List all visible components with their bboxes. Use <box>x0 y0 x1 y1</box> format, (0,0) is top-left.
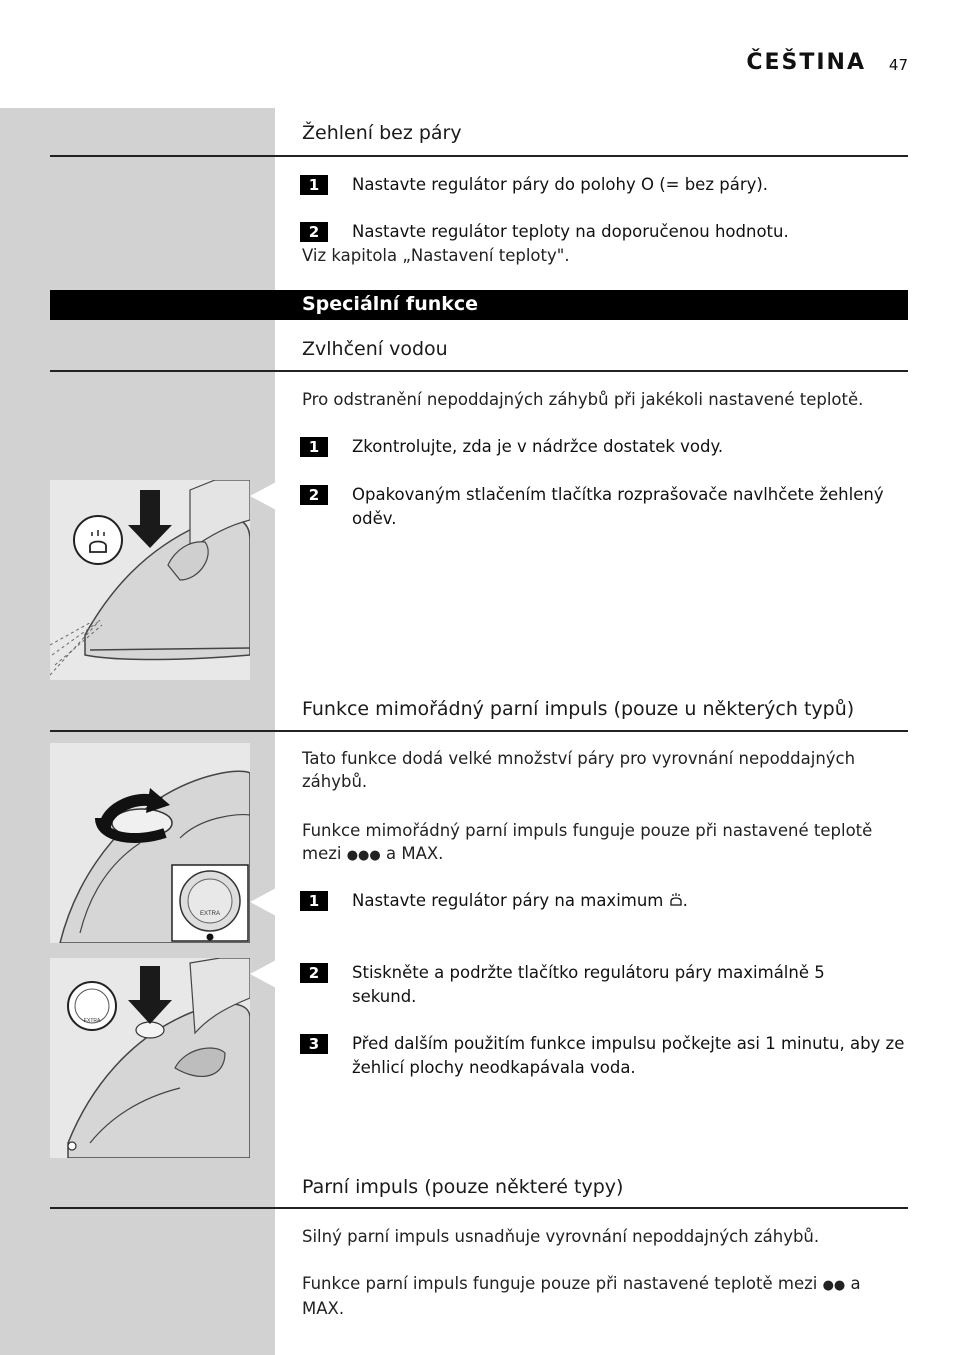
chapter-bar <box>50 290 908 320</box>
step-note: Viz kapitola „Nastavení teploty". <box>302 246 570 265</box>
dial-label: EXTRA <box>83 1018 101 1024</box>
step-item <box>300 435 906 459</box>
illustration-pointer <box>250 888 276 916</box>
section-title-shot-of-steam: Parní impuls (pouze některé typy) <box>302 1176 624 1198</box>
section-intro: Pro odstranění nepoddajných záhybů při jakékoli nastavené teplotě. <box>302 390 864 409</box>
step-text: Opakovaným stlačením tlačítka rozprašovače navlhčete žehlený oděv. <box>352 485 884 528</box>
step-text: Nastavte regulátor páry na maximum . <box>352 891 688 910</box>
illustration-pointer <box>250 482 276 510</box>
step-item <box>300 1032 906 1080</box>
steam-dial-illustration <box>50 743 250 943</box>
condition-text: Funkce mimořádný parní impuls funguje pouze při nastavené teplotě mezi <box>302 821 873 863</box>
step-number: 1 <box>300 437 328 457</box>
step-text: Nastavte regulátor teploty na doporučenou hodnotu. <box>352 222 789 241</box>
section-condition <box>302 819 902 867</box>
section-title-super-shot: Funkce mimořádný parní impuls (pouze u některých typů) <box>302 698 855 720</box>
condition-text-end: a MAX. <box>302 1274 861 1318</box>
section-rule <box>50 730 908 732</box>
temperature-dots-icon: ●● <box>822 1278 846 1293</box>
section-rule <box>50 155 908 157</box>
step-number: 3 <box>300 1034 328 1054</box>
condition-text: Funkce parní impuls funguje pouze při nastavené teplotě mezi <box>302 1274 823 1293</box>
section-intro: Tato funkce dodá velké množství páry pro vyrovnání nepoddajných záhybů. <box>302 749 856 791</box>
language-heading: ČEŠTINA <box>746 50 866 75</box>
step-item <box>300 889 906 913</box>
step-number: 2 <box>300 222 328 242</box>
section-condition <box>302 1272 892 1320</box>
step-item <box>300 483 906 531</box>
section-intro: Silný parní impuls usnadňuje vyrovnání nepoddajných záhybů. <box>302 1227 820 1246</box>
dial-label: EXTRA <box>199 911 221 917</box>
iron-spray-drawing <box>50 480 250 680</box>
spray-illustration <box>50 480 250 680</box>
step-number: 2 <box>300 485 328 505</box>
temperature-dots-icon: ●●● <box>346 848 381 863</box>
section-title-ironing-without-steam: Žehlení bez páry <box>302 122 462 144</box>
condition-text-end: a MAX. <box>380 844 444 863</box>
step-item <box>300 220 906 244</box>
page-number: 47 <box>888 56 908 74</box>
section-rule <box>50 370 908 372</box>
step-number: 1 <box>300 175 328 195</box>
chapter-title: Speciální funkce <box>302 293 479 315</box>
iron-press-drawing <box>50 958 250 1158</box>
illustration-pointer <box>250 960 276 988</box>
step-item <box>300 961 906 1009</box>
steam-max-icon <box>669 891 683 910</box>
step-number: 1 <box>300 891 328 911</box>
section-title-spray: Zvlhčení vodou <box>302 338 448 360</box>
step-item <box>300 173 906 197</box>
step-text: Před dalším použitím funkce impulsu počkejte asi 1 minutu, aby ze žehlicí plochy neodkapávala voda. <box>352 1034 905 1077</box>
step-text: Zkontrolujte, zda je v nádržce dostatek vody. <box>352 437 724 456</box>
section-rule <box>50 1207 908 1209</box>
step-number: 2 <box>300 963 328 983</box>
step-text: Stiskněte a podržte tlačítko regulátoru páry maximálně 5 sekund. <box>352 963 825 1006</box>
steam-press-illustration <box>50 958 250 1158</box>
step-text: Nastavte regulátor páry do polohy O (= bez páry). <box>352 175 769 194</box>
iron-dial-drawing <box>50 743 250 943</box>
